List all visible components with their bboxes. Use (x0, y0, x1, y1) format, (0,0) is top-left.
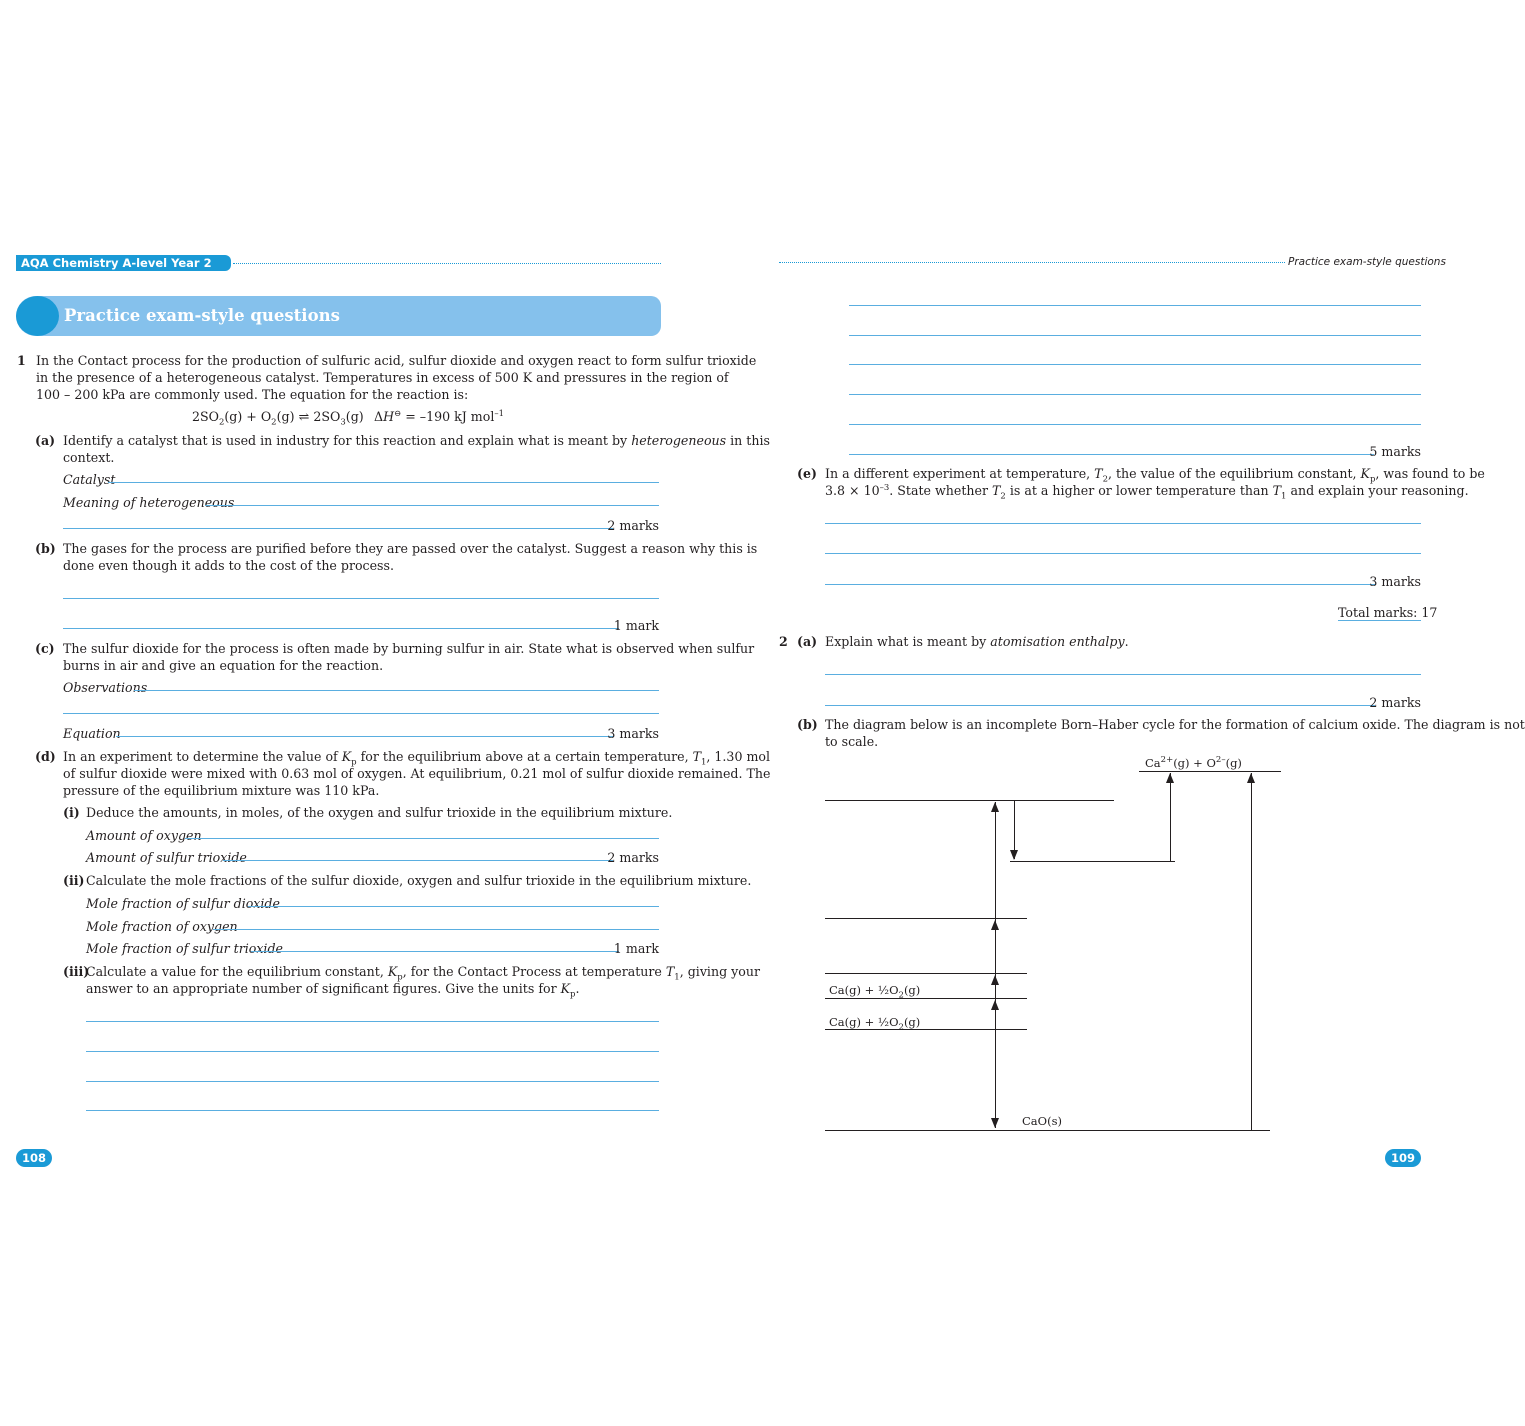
mole-fraction-o2-line[interactable] (213, 929, 659, 930)
arrow-up-to-upper (991, 802, 999, 812)
q1b-label: (b) (35, 541, 56, 556)
q1d-text-line-2: of sulfur dioxide were mixed with 0.63 mol of oxygen. At equilibrium, 0.21 mol of sulfur dioxide remained. The (63, 766, 771, 781)
banner-title: Practice exam-style questions (64, 306, 340, 325)
q1diii-answer-line-3[interactable] (86, 1081, 659, 1082)
section-title-header: Practice exam-style questions (1288, 256, 1446, 268)
continuation-line-2[interactable] (849, 335, 1421, 336)
continuation-line-4[interactable] (849, 394, 1421, 395)
q1e-label: (e) (797, 466, 817, 481)
q1dii-text: Calculate the mole fractions of the sulfur dioxide, oxygen and sulfur trioxide in the equilibrium mixture. (86, 873, 752, 888)
q1b-answer-line-2[interactable] (63, 628, 619, 629)
level-electron-affinity (1010, 861, 1175, 862)
arrow-up-to-middle-1 (991, 920, 999, 930)
q1b-answer-line-1[interactable] (63, 598, 659, 599)
level-middle-1 (825, 918, 1027, 919)
main-vertical-line (995, 802, 996, 1128)
page-number-right: 109 (1390, 1151, 1415, 1165)
meaning-answer-line[interactable] (205, 505, 659, 506)
q1e-answer-line-2[interactable] (825, 553, 1421, 554)
continuation-line-5[interactable] (849, 424, 1421, 425)
q1diii-text-line-1: Calculate a value for the equilibrium constant, $K_p$, for the Contact Process at temperature $T_1$, giving your (86, 964, 760, 983)
q1e-text-line-1: In a different experiment at temperature, $T_2$, the value of the equilibrium constant, $K_p$, was found to be (825, 466, 1485, 485)
catalyst-field-label: Catalyst (63, 472, 116, 487)
amount-trioxide-line[interactable] (223, 860, 613, 861)
level-ions-label: $Ca^{2+}(g) + O^{2-}(g)$ (1145, 755, 1242, 770)
reaction-equation: $2SO_2(g) + O_2(g)$ ⇌ $2SO_3(g)$ (192, 409, 364, 428)
q2a-label: (a) (797, 634, 818, 649)
observations-answer-line[interactable] (134, 690, 659, 691)
q1-intro-line-3: 100 – 200 kPa are commonly used. The equation for the reaction is: (36, 387, 469, 402)
amount-oxygen-line[interactable] (185, 838, 659, 839)
ions-vertical-line (1170, 773, 1171, 861)
q1diii-text-line-2: answer to an appropriate number of significant figures. Give the units for $K_p$. (86, 981, 580, 1000)
arrow-up-lattice (1247, 773, 1255, 783)
arrow-up-to-ca-gas-1 (991, 1000, 999, 1010)
q1c-marks: 3 marks (607, 726, 659, 741)
q1e-marks: 3 marks (1369, 574, 1421, 589)
total-marks-underline (1338, 620, 1421, 621)
q1a-text-line-2: context. (63, 450, 115, 465)
q1diii-answer-line-1[interactable] (86, 1021, 659, 1022)
amount-oxygen-label: Amount of oxygen (86, 828, 202, 843)
q1di-text: Deduce the amounts, in moles, of the oxygen and sulfur trioxide in the equilibrium mixture. (86, 805, 673, 820)
q1a-label: (a) (35, 433, 56, 448)
q2a-answer-line-1[interactable] (825, 674, 1421, 675)
banner-circle (16, 296, 59, 336)
continuation-line-6[interactable] (849, 454, 1374, 455)
q2b-label: (b) (797, 717, 818, 732)
question-number-2: 2 (779, 634, 788, 649)
mole-fraction-so3-label: Mole fraction of sulfur trioxide (86, 941, 283, 956)
q1d-text-line-3: pressure of the equilibrium mixture was 110 kPa. (63, 783, 380, 798)
arrow-up-to-ions (1166, 773, 1174, 783)
q1e-answer-line-3[interactable] (825, 584, 1375, 585)
catalyst-answer-line[interactable] (108, 482, 659, 483)
arrow-down-to-cao (991, 1118, 999, 1128)
continuation-line-3[interactable] (849, 364, 1421, 365)
q1-intro-line-1: In the Contact process for the production of sulfuric acid, sulfur dioxide and oxygen react to form sulfur trioxide (36, 353, 757, 368)
level-upper (825, 800, 1114, 801)
q1a-text-line-1: Identify a catalyst that is used in industry for this reaction and explain what is meant by heterogeneous in this (63, 433, 770, 448)
arrow-up-to-middle-2 (991, 975, 999, 985)
continuation-line-1[interactable] (849, 305, 1421, 306)
mole-fraction-so2-label: Mole fraction of sulfur dioxide (86, 896, 280, 911)
meaning-field-label: Meaning of heterogeneous (63, 495, 235, 510)
amount-trioxide-label: Amount of sulfur trioxide (86, 850, 247, 865)
q1b-marks: 1 mark (613, 618, 659, 633)
page-number-left: 108 (21, 1151, 46, 1165)
arrow-down-ea (1010, 850, 1018, 860)
header-dotted-rule-left (233, 263, 661, 264)
book-title: AQA Chemistry A-level Year 2 (21, 256, 212, 270)
q1diii-answer-line-2[interactable] (86, 1051, 659, 1052)
q2a-answer-line-2[interactable] (825, 705, 1375, 706)
q1di-label: (i) (63, 805, 80, 820)
q1b-text-line-1: The gases for the process are purified before they are passed over the catalyst. Suggest a reason why this is (63, 541, 758, 556)
q1b-text-line-2: done even though it adds to the cost of the process. (63, 558, 394, 573)
q1dii-marks: 1 mark (613, 941, 659, 956)
q1-intro-line-2: in the presence of a heterogeneous catalyst. Temperatures in excess of 500 K and pressures in the region of (36, 370, 729, 385)
q1a-answer-line-3[interactable] (63, 528, 613, 529)
equation-answer-line[interactable] (116, 736, 613, 737)
mole-fraction-o2-label: Mole fraction of oxygen (86, 919, 238, 934)
observations-field-label: Observations (63, 680, 148, 695)
observations-answer-line-2[interactable] (63, 713, 659, 714)
lattice-vertical-line (1251, 773, 1252, 1130)
equation-field-label: Equation (63, 726, 121, 741)
q1a-marks: 2 marks (607, 518, 659, 533)
q1c-text-line-1: The sulfur dioxide for the process is often made by burning sulfur in air. State what is observed when sulfur (63, 641, 755, 656)
q2b-text-line-1: The diagram below is an incomplete Born–Haber cycle for the formation of calcium oxide. The diagram is not (825, 717, 1525, 732)
q1e-answer-line-1[interactable] (825, 523, 1421, 524)
total-marks: Total marks: 17 (1338, 605, 1438, 620)
q1di-marks: 2 marks (607, 850, 659, 865)
q1diii-answer-line-4[interactable] (86, 1110, 659, 1111)
level-ca-gas-2-label: $Ca(g) + \frac{1}{2}O_2(g)$ (829, 1015, 921, 1033)
q2a-text: Explain what is meant by atomisation enthalpy. (825, 634, 1129, 649)
mole-fraction-so3-line[interactable] (251, 951, 619, 952)
mole-fraction-so2-line[interactable] (248, 906, 659, 907)
continuation-marks: 5 marks (1369, 444, 1421, 459)
question-number-1: 1 (17, 353, 26, 368)
q1diii-label: (iii) (63, 964, 90, 979)
level-cao-label: CaO(s) (1022, 1114, 1062, 1128)
level-middle-2 (825, 973, 1027, 974)
level-cao (825, 1130, 1270, 1131)
q2b-text-line-2: to scale. (825, 734, 879, 749)
level-ca-gas-1-label: $Ca(g) + \frac{1}{2}O_2(g)$ (829, 983, 921, 1001)
q1d-label: (d) (35, 749, 56, 764)
enthalpy-change: ΔH⊖ = –190 kJ mol$^{-1}$ (374, 408, 505, 424)
q1c-text-line-2: burns in air and give an equation for the reaction. (63, 658, 384, 673)
q1e-text-line-2: $3.8 \times 10^{-3}$. State whether $T_2$ is at a higher or lower temperature than $T_1$ and explain your reasoning. (825, 482, 1469, 502)
q2a-marks: 2 marks (1369, 695, 1421, 710)
q1c-label: (c) (35, 641, 55, 656)
q1dii-label: (ii) (63, 873, 85, 888)
q1d-text-line-1: In an experiment to determine the value of $K_p$ for the equilibrium above at a certain temperature, $T_1$, 1.30 mol (63, 749, 771, 768)
header-dotted-rule-right (779, 262, 1285, 263)
